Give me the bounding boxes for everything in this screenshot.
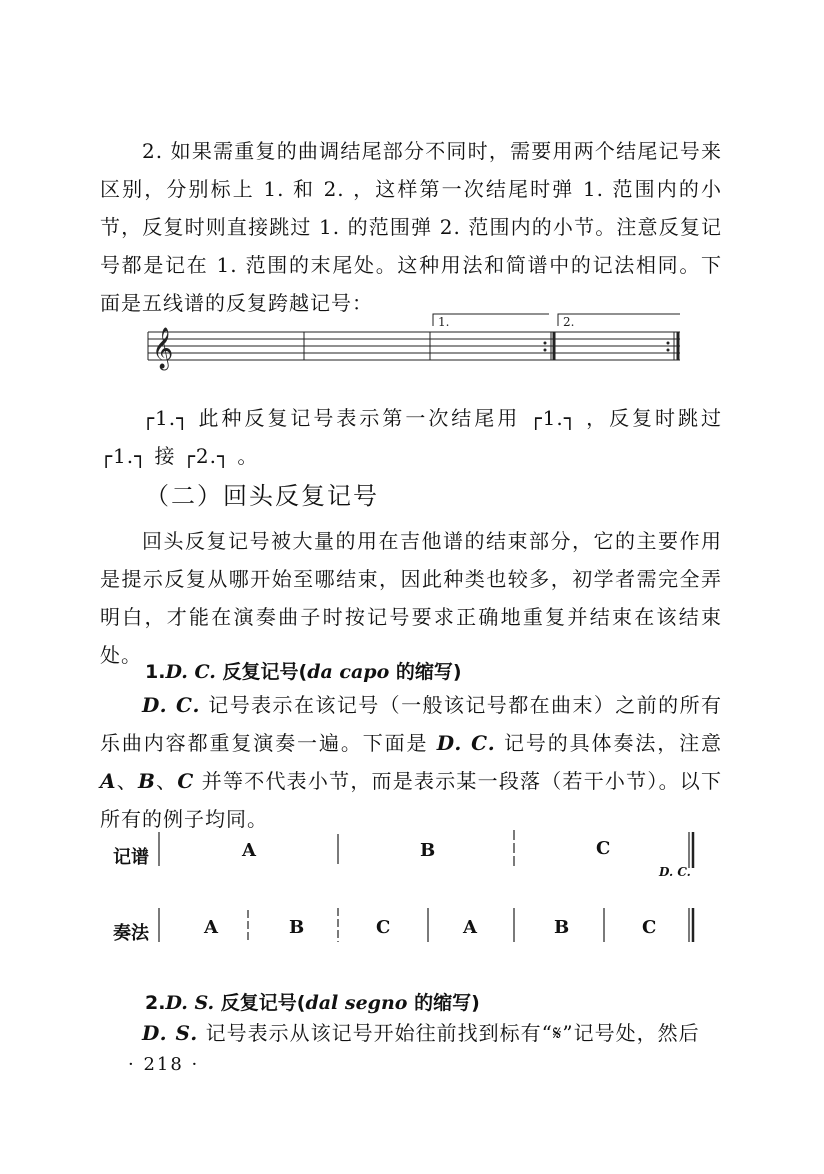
section-heading: （二）回头反复记号 <box>145 482 379 510</box>
page-number: · 218 · <box>128 1054 200 1075</box>
table-lines <box>100 822 710 952</box>
row-notation-label: 记谱 <box>113 847 149 868</box>
notation-cell-c: C <box>596 838 611 859</box>
ds-abbr: D. S. <box>142 1021 199 1045</box>
row-play-label: 奏法 <box>113 923 149 944</box>
letter-c: C <box>177 769 195 793</box>
sep-2: 、 <box>155 769 178 793</box>
play-cell-5: B <box>554 917 570 938</box>
dc-text-3: 并等不代表小节，而是表示某一段落（若干小节）。以下所有的例子均同。 <box>100 769 723 831</box>
notation-cell-a: A <box>242 840 256 861</box>
paragraph-ending-explain: ┌1.┐ 此种反复记号表示第一次结尾用 ┌1.┐ ，反复时跳过 ┌1.┐ 接 ┌2.┐ 。 <box>100 406 722 468</box>
play-cell-6: C <box>642 917 657 938</box>
play-cell-1: A <box>204 917 218 938</box>
dc-abbr-1: D. C. <box>142 693 201 717</box>
dc-text-1: 记号表示在该记号（一般该记号都在曲末）之前的所有乐曲内容都重复演奏一遍。下面是 <box>100 693 722 755</box>
heading-dc-num: 1. <box>145 661 166 683</box>
heading-ds-italic: dal segno <box>305 992 408 1014</box>
dc-abbr-2: D. C. <box>436 731 496 755</box>
dc-mark: D. C. <box>659 865 691 879</box>
heading-dc-tail: 的缩写) <box>389 661 462 683</box>
play-cell-3: C <box>376 917 391 938</box>
heading-ds-abbr: D. S. <box>165 992 215 1014</box>
heading-dc-abbr: D. C. <box>165 661 216 683</box>
ending-1-label: 1. <box>438 315 450 329</box>
paragraph-endings: 2. 如果需重复的曲调结尾部分不同时，需要用两个结尾记号来区别，分别标上 1. 和 2. ，这样第一次结尾时弹 1. 范围内的小节，反复时则直接跳过 1. 的范围弹 2. 范围内的小节。注意反复记号都是记在 1. 范围的末尾处。这种用法和简谱中的记法相同。下面是五线谱的反复跨越记号： <box>100 139 722 315</box>
treble-clef-icon: 𝄞 <box>152 328 174 369</box>
heading-ds <box>145 988 480 1015</box>
ending-2-label: 2. <box>563 315 575 329</box>
dc-text-2: 记号的具体奏法，注意 <box>495 731 723 755</box>
play-cell-4: A <box>463 917 477 938</box>
heading-dc <box>145 657 462 684</box>
play-cell-2: B <box>289 917 305 938</box>
sep-1: 、 <box>116 769 138 793</box>
heading-dc-title: 反复记号( <box>215 661 308 683</box>
letter-b: B <box>137 769 156 793</box>
heading-ds-title: 反复记号( <box>214 992 306 1014</box>
staff-repeat-endings <box>140 306 700 376</box>
heading-ds-num: 2. <box>145 992 166 1014</box>
paragraph-return-repeat: 回头反复记号被大量的用在吉他谱的结束部分，它的主要作用是提示反复从哪开始至哪结束，因此种类也较多，初学者需完全弄明白，才能在演奏曲子时按记号要求正确地重复并结束在该结束处。 <box>100 529 722 667</box>
notation-cell-b: B <box>420 840 436 861</box>
letter-a: A <box>100 769 117 793</box>
paragraph-dc <box>100 686 722 838</box>
heading-ds-tail: 的缩写) <box>407 992 480 1014</box>
heading-dc-italic: da capo <box>307 661 390 683</box>
ds-text: 记号表示从该记号开始往前找到标有“𝄋”记号处，然后 <box>198 1021 700 1045</box>
paragraph-ds <box>100 1014 722 1052</box>
